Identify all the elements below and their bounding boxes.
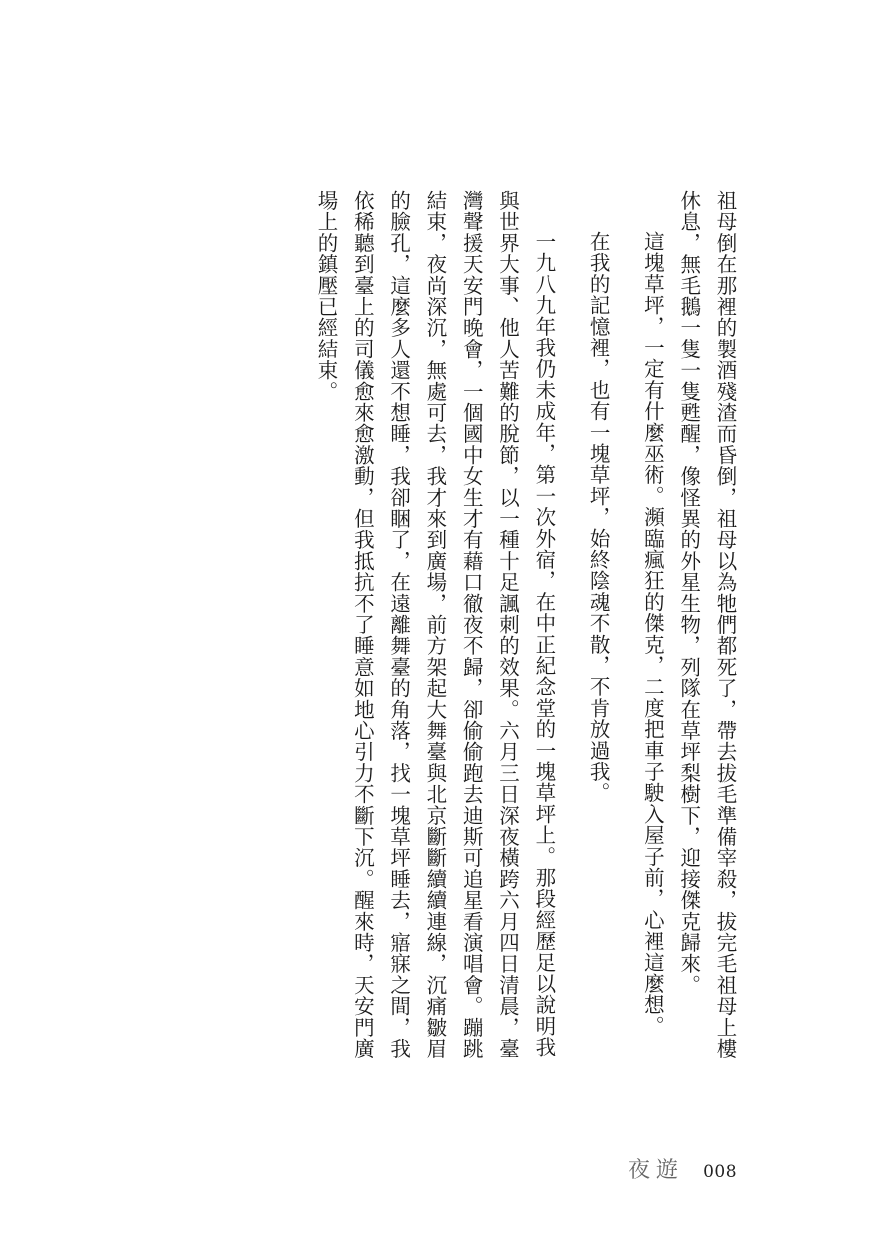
paragraph-1: 祖母倒在那裡的製酒殘渣而昏倒，祖母以為牠們都死了，帶去拔毛準備宰殺，拔完毛祖母上樓休息，無毛鵝一隻一隻甦醒，像怪異的外星生物，列隊在草坪梨樹下，迎接傑克歸來。 — [676, 190, 737, 1060]
page-footer — [628, 1153, 737, 1184]
paragraph-2: 這塊草坪，一定有什麼巫術。瀕臨瘋狂的傑克，二度把車子駛入屋子前，心裡這麼想。 — [640, 231, 665, 1037]
body-text — [308, 190, 743, 1070]
paragraph-3: 在我的記憶裡，也有一塊草坪，始終陰魂不散，不肯放過我。 — [586, 231, 611, 804]
page-number: 008 — [703, 1162, 738, 1182]
paragraph-4: 一九八九年我仍未成年，第一次外宿，在中正紀念堂的一塊草坪上。那段經歷足以說明我與世界大事、他人苦難的脫節，以一種十足諷刺的效果。六月三日深夜橫跨六月四日清晨，臺灣聲援天安門晚會，一個國中女生才有藉口徹夜不歸，卻偷偷跑去迪斯可追星看演唱會。蹦跳結束，夜尚深沉，無處可去，我才來到廣場，前方架起大舞臺與北京斷斷續續連線，沉痛皺眉的臉孔，這麼多人還不想睡，我卻睏了，在遠離舞臺的角落，找一塊草坪睡去，寤寐之間，我依稀聽到臺上的司儀愈來愈激動，但我抵抗不了睡意如地心引力不斷下沉。醒來時，天安門廣場上的鎮壓已經結束。 — [314, 190, 556, 1060]
running-title: 夜遊 — [628, 1158, 685, 1183]
